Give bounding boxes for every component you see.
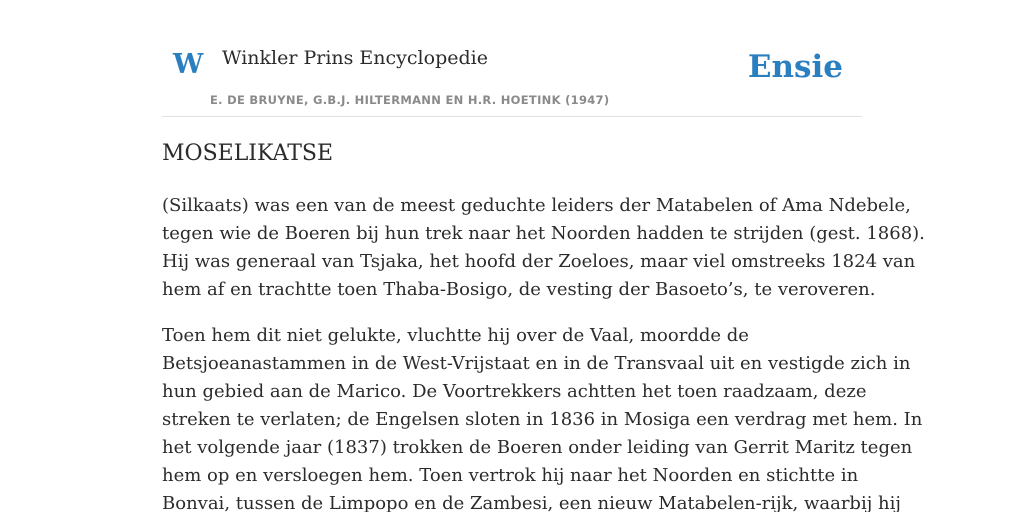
entry-title: MOSELIKATSE (162, 141, 334, 166)
site-authors: E. DE BRUYNE, G.B.J. HILTERMANN EN H.R. HOETINK (1947) (210, 93, 610, 107)
paragraph-2 (162, 322, 923, 512)
site-title-link[interactable]: Winkler Prins Encyclopedie (222, 47, 488, 69)
paragraph-line: tegen wie de Boeren bij hun trek naar het Noorden hadden te strijden (gest. 1868). (162, 223, 925, 244)
paragraph-line: Hij was generaal van Tsjaka, het hoofd der Zoeloes, maar viel omstreeks 1824 van (162, 251, 916, 272)
ensie-brand-logo[interactable]: Ensie (747, 49, 843, 85)
site-header (162, 0, 862, 117)
paragraph-line: Toen hem dit niet gelukte, vluchtte hij over de Vaal, moordde de (162, 325, 749, 346)
paragraph-line: (Silkaats) was een van de meest geduchte leiders der Matabelen of Ama Ndebele, (162, 195, 911, 216)
paragraph-line: hem af en trachtte toen Thaba-Bosigo, de vesting der Basoeto’s, te veroveren. (162, 279, 876, 300)
paragraph-1 (162, 192, 925, 304)
paragraph-line: Betsjoeanastammen in de West-Vrijstaat en in de Transvaal uit en vestigde zich in (162, 353, 911, 374)
article-body (162, 192, 925, 512)
paragraph-line: het volgende jaar (1837) trokken de Boeren onder leiding van Gerrit Maritz tegen (162, 437, 913, 458)
winkler-prins-logo-icon[interactable]: W (173, 49, 204, 80)
paragraph-line: hem op en versloegen hem. Toen vertrok hij naar het Noorden en stichtte in (162, 465, 859, 486)
paragraph-line: hun gebied aan de Marico. De Voortrekkers achtten het toen raadzaam, deze (162, 381, 867, 402)
paragraph-line: streken te verlaten; de Engelsen sloten in 1836 in Mosiga een verdrag met hem. In (162, 409, 923, 430)
paragraph-line: Bonvai, tussen de Limpopo en de Zambesi, een nieuw Matabelen-rijk, waarbij hij (162, 493, 901, 512)
